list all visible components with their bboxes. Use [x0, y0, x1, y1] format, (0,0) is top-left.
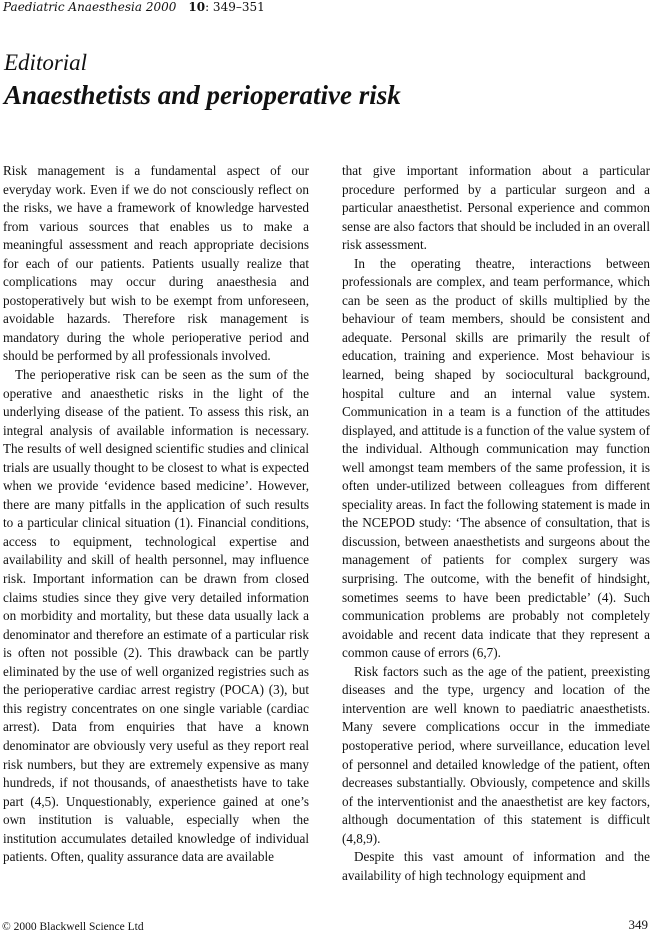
paragraph: Despite this vast amount of information and the availability of high technology equipment and [342, 849, 650, 883]
journal-name: Paediatric Anaesthesia 2000 [3, 0, 177, 14]
paragraph: Risk management is a fundamental aspect of our everyday work. Even if we do not consciously reflect on the risks, we have a framework of knowledge harvested from various sources that enables us to make a meaningful assessment and reach appropriate decisions for each of our patients. Patients usually realize that complications may occur during anaesthesia and postoperatively but wish to be exempt from unforeseen, avoidable hazards. Therefore risk management is mandatory during the whole perioperative period and should be performed by all professionals involved. [3, 163, 309, 364]
section-label: Editorial [4, 50, 88, 75]
paragraph: that give important information about a particular procedure performed by a particular surgeon and a particular anaesthetist. Personal experience and common sense are also factors that should be included in an overall risk assessment. [342, 163, 650, 253]
copyright-notice: © 2000 Blackwell Science Ltd [2, 921, 144, 933]
page-range: : 349–351 [205, 0, 265, 14]
volume-number: 10 [188, 0, 206, 14]
left-column [3, 162, 309, 867]
paragraph: Risk factors such as the age of the patient, preexisting diseases and the type, urgency and location of the intervention are well known to paediatric anaesthetists. Many severe complications occur in the immediate postoperative period, where surveillance, education level of personnel and detailed knowledge of the patient, often decreases substantially. Obviously, competence and skills of the interventionist and the anaesthetist are key factors, although documentation of this statement is difficult (4,8,9). [342, 663, 650, 846]
paragraph: The perioperative risk can be seen as the sum of the operative and anaesthetic risks in the light of the underlying disease of the patient. To assess this risk, an integral analysis of available information is necessary. The results of well designed scientific studies and clinical trials are usually thought to be closest to what is expected when we provide ‘evidence based medicine’. However, there are many pitfalls in the application of such results to a particular clinical situation (1). Financial conditions, access to equipment, technological expertise and availability and skill of health personnel, may influence risk. Important information can be drawn from closed claims studies since they give very detailed information on morbidity and mortality, but these data usually lack a denominator and therefore an estimate of a particular risk is often not possible (2). This drawback can be partly eliminated by the use of well organized registries such as the perioperative cardiac arrest registry (POCA) (3), but this registry concentrates on one single variable (cardiac arrest). Data from enquiries that have a known denominator are obviously very useful as they report real risk numbers, but they are extremely expensive as many hundreds, if not thousands, of anaesthetists have to take part (4,5). Unquestionably, experience gained at one’s own institution is valuable, especially when the institution accumulates detailed knowledge of individual patients. Often, quality assurance data are available [3, 367, 309, 865]
right-column [342, 162, 650, 885]
article-title: Anaesthetists and perioperative risk [4, 80, 401, 110]
paragraph: In the operating theatre, interactions between professionals are complex, and team performance, which can be seen as the product of skills multiplied by the behaviour of team members, should be consistent and adequate. Personal skills are primarily the result of education, training and experience. Most behaviour is learned, being shaped by sociocultural background, hospital culture and an internal value system. Communication in a team is a function of the attitudes displayed, and attitude is a function of the value system of the individual. Although communication may function well amongst team members of the same profession, it is often under-utilized between colleagues from different speciality areas. In fact the following statement is made in the NCEPOD study: ‘The absence of consultation, that is discussion, between anaesthetists and surgeons about the management of patients for complex surgery was surprising. The outcome, with the benefit of hindsight, sometimes seems to have been predictable’ (4). Such communication problems are probably not completely avoidable and recent data indicate that they represent a common cause of errors (6,7). [342, 255, 650, 661]
page-number: 349 [628, 917, 648, 932]
running-head [3, 0, 265, 14]
